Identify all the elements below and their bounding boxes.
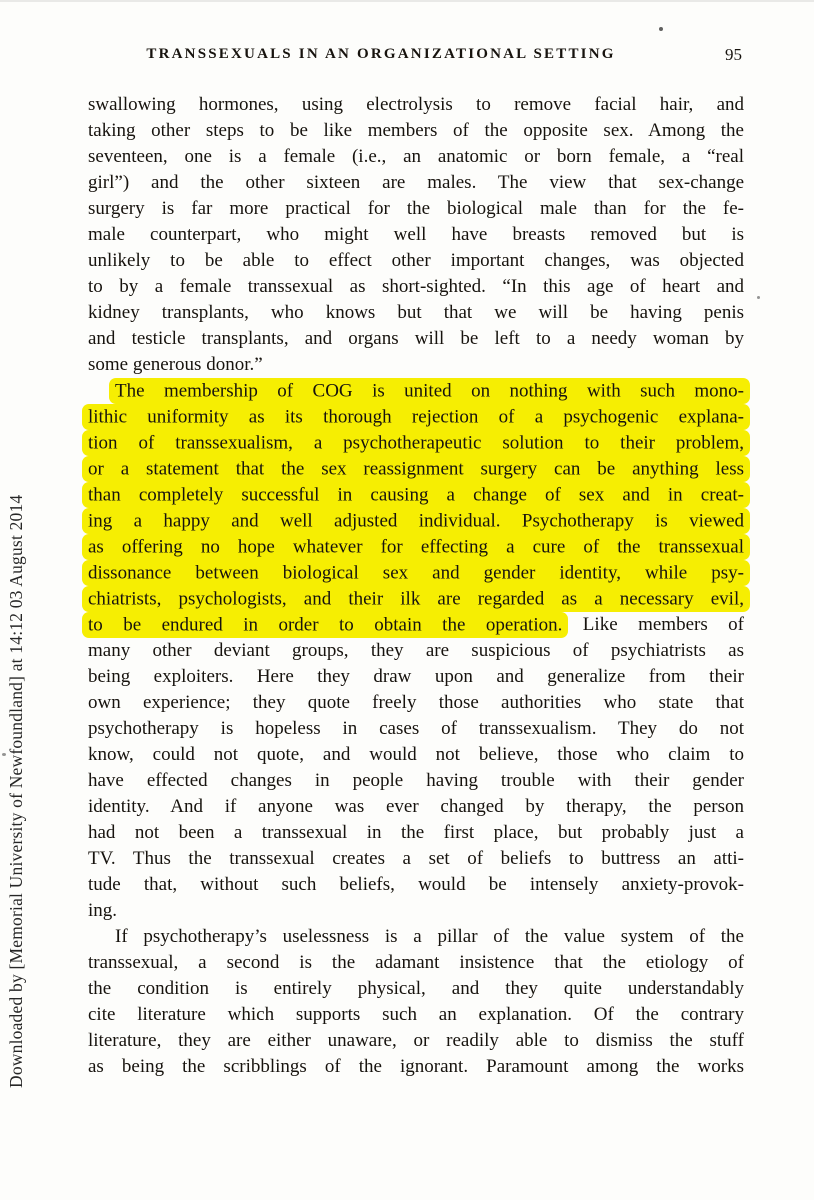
text-line xyxy=(88,118,744,144)
body-text: If psychotherapy’s uselessness is a pillar of the value system of the xyxy=(115,926,744,947)
highlighted-text: dissonance between biological sex and gender identity, while psy- xyxy=(82,560,750,586)
text-line xyxy=(88,690,744,716)
scan-edge-artifact xyxy=(0,0,814,2)
page-body xyxy=(88,92,744,1080)
text-line xyxy=(88,508,744,534)
body-text: cite literature which supports such an explanation. Of the contrary xyxy=(88,1004,744,1025)
text-line xyxy=(88,274,744,300)
body-text: tude that, without such beliefs, would be intensely anxiety-provok- xyxy=(88,874,744,895)
text-line xyxy=(88,248,744,274)
highlighted-text: or a statement that the sex reassignment surgery can be anything less xyxy=(82,456,750,482)
text-line xyxy=(88,586,744,612)
body-text: identity. And if anyone was ever changed by therapy, the person xyxy=(88,796,744,817)
running-header xyxy=(88,46,744,68)
text-line xyxy=(88,976,744,1002)
body-text: and testicle transplants, and organs will be left to a needy woman by xyxy=(88,328,744,349)
text-line xyxy=(88,846,744,872)
body-text: had not been a transsexual in the first place, but probably just a xyxy=(88,822,744,843)
text-line xyxy=(88,378,744,404)
text-line xyxy=(88,300,744,326)
text-line xyxy=(88,560,744,586)
download-watermark: Downloaded by [Memorial University of Newfoundland] at 14:12 03 August 2014 xyxy=(6,494,26,1088)
body-text: taking other steps to be like members of the opposite sex. Among the xyxy=(88,120,744,141)
text-line xyxy=(88,924,744,950)
body-text: own experience; they quote freely those authorities who state that xyxy=(88,692,744,713)
body-text: have effected changes in people having trouble with their gender xyxy=(88,770,744,791)
body-text: to by a female transsexual as short-sighted. “In this age of heart and xyxy=(88,276,744,297)
text-line xyxy=(88,716,744,742)
text-line xyxy=(88,1028,744,1054)
text-line xyxy=(88,196,744,222)
text-line xyxy=(88,638,744,664)
body-text: many other deviant groups, they are suspicious of psychiatrists as xyxy=(88,640,744,661)
body-text: some generous donor.” xyxy=(88,354,263,375)
body-text: psychotherapy is hopeless in cases of transsexualism. They do not xyxy=(88,718,744,739)
text-line xyxy=(88,170,744,196)
body-text: ing. xyxy=(88,900,118,921)
body-text: kidney transplants, who knows but that we will be having penis xyxy=(88,302,744,323)
body-text: surgery is far more practical for the biological male than for the fe- xyxy=(88,198,744,219)
body-text: literature, they are either unaware, or readily able to dismiss the stuff xyxy=(88,1030,744,1051)
highlighted-text: The membership of COG is united on nothing with such mono- xyxy=(109,378,750,404)
text-line xyxy=(88,430,744,456)
body-text: male counterpart, who might well have breasts removed but is xyxy=(88,224,744,245)
text-line xyxy=(88,950,744,976)
text-line xyxy=(88,482,744,508)
text-line xyxy=(88,1002,744,1028)
text-line xyxy=(88,456,744,482)
body-text: TV. Thus the transsexual creates a set of beliefs to buttress an atti- xyxy=(88,848,744,869)
text-line xyxy=(88,404,744,430)
text-line xyxy=(88,534,744,560)
text-line xyxy=(88,664,744,690)
text-line xyxy=(88,222,744,248)
text-line xyxy=(88,352,744,378)
highlighted-text: tion of transsexualism, a psychotherapeutic solution to their problem, xyxy=(82,430,750,456)
body-text: Like members of xyxy=(562,614,744,635)
body-text: swallowing hormones, using electrolysis to remove facial hair, and xyxy=(88,94,744,115)
body-text: being exploiters. Here they draw upon and generalize from their xyxy=(88,666,744,687)
text-line xyxy=(88,326,744,352)
text-line xyxy=(88,92,744,118)
highlighted-text: lithic uniformity as its thorough rejection of a psychogenic explana- xyxy=(82,404,750,430)
text-line xyxy=(88,768,744,794)
scan-speck xyxy=(659,27,663,31)
page-number: 95 xyxy=(725,45,742,64)
scan-speck xyxy=(757,296,760,299)
text-line xyxy=(88,872,744,898)
body-text: as being the scribblings of the ignorant. Paramount among the works xyxy=(88,1056,744,1077)
body-text: unlikely to be able to effect other important changes, was objected xyxy=(88,250,744,271)
body-text: the condition is entirely physical, and they quite understandably xyxy=(88,978,744,999)
page-title: TRANSSEXUALS IN AN ORGANIZATIONAL SETTING xyxy=(146,46,616,62)
text-line xyxy=(88,612,744,638)
body-text: transsexual, a second is the adamant insistence that the etiology of xyxy=(88,952,744,973)
body-text: seventeen, one is a female (i.e., an anatomic or born female, a “real xyxy=(88,146,744,167)
text-line xyxy=(88,1054,744,1080)
text-line xyxy=(88,820,744,846)
text-line xyxy=(88,742,744,768)
text-line xyxy=(88,144,744,170)
highlighted-text: to be endured in order to obtain the operation. xyxy=(82,612,568,638)
text-line xyxy=(88,898,744,924)
body-text: know, could not quote, and would not believe, those who claim to xyxy=(88,744,744,765)
highlighted-text: ing a happy and well adjusted individual. Psychotherapy is viewed xyxy=(82,508,750,534)
highlighted-text: as offering no hope whatever for effecting a cure of the transsexual xyxy=(82,534,750,560)
highlighted-text: chiatrists, psychologists, and their ilk are regarded as a necessary evil, xyxy=(82,586,750,612)
highlighted-text: than completely successful in causing a change of sex and in creat- xyxy=(82,482,750,508)
text-line xyxy=(88,794,744,820)
body-text: girl”) and the other sixteen are males. The view that sex-change xyxy=(88,172,744,193)
